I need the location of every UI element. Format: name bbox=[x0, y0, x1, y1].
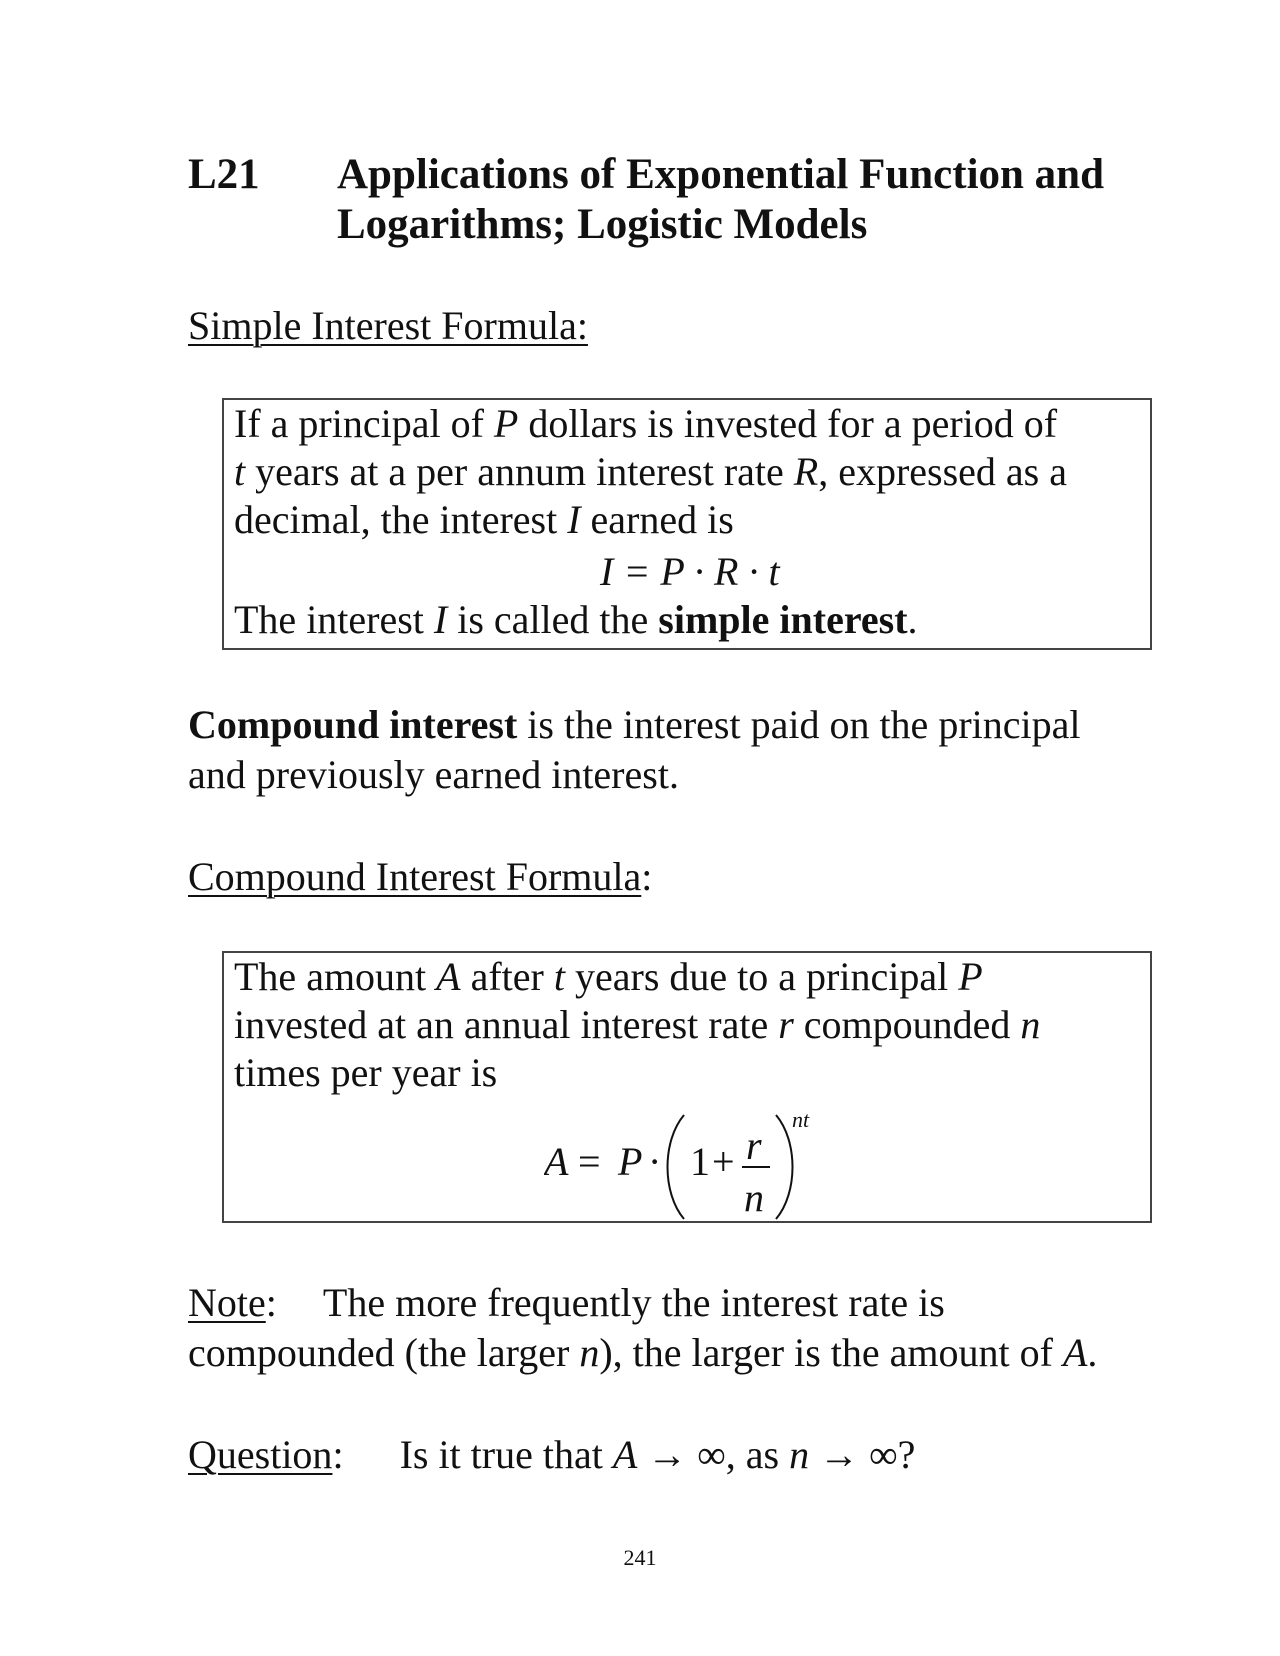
formula-numerator: r bbox=[746, 1123, 762, 1168]
page-title bbox=[337, 150, 1104, 250]
question-line: Question: Is it true that A → ∞, as n → ∞? bbox=[188, 1432, 916, 1477]
formula-denominator: n bbox=[744, 1175, 764, 1220]
title-line-2: Logarithms; Logistic Models bbox=[337, 201, 868, 248]
formula-plus: + bbox=[712, 1139, 735, 1184]
compound-box-line-2: invested at an annual interest rate r compounded n bbox=[234, 1002, 1041, 1047]
formula-P: P bbox=[618, 1139, 643, 1184]
formula-equals: = bbox=[578, 1139, 601, 1184]
compound-box-line-3: times per year is bbox=[234, 1050, 498, 1095]
compound-definition-line-1: Compound interest is the interest paid on the principal bbox=[188, 702, 1081, 747]
note-line-2: compounded (the larger n), the larger is the amount of A. bbox=[188, 1330, 1098, 1375]
left-paren bbox=[668, 1115, 685, 1219]
simple-box-line-1: If a principal of P dollars is invested for a period of bbox=[234, 401, 1058, 446]
compound-interest-box bbox=[222, 951, 1152, 1223]
compound-box-line-1: The amount A after t years due to a principal P bbox=[234, 954, 983, 999]
formula-one: 1 bbox=[690, 1139, 710, 1184]
page-number: 241 bbox=[623, 1545, 657, 1570]
simple-box-line-5: The interest I is called the simple interest. bbox=[234, 597, 918, 642]
formula-dot: · bbox=[648, 1139, 662, 1184]
simple-interest-heading: Simple Interest Formula: bbox=[188, 303, 588, 348]
right-paren bbox=[776, 1115, 793, 1219]
simple-box-line-3: decimal, the interest I earned is bbox=[234, 497, 734, 542]
formula-exponent: nt bbox=[792, 1107, 810, 1132]
note-line-1: Note: The more frequently the interest rate is bbox=[188, 1280, 945, 1325]
simple-box-line-2: t years at a per annum interest rate R, expressed as a bbox=[234, 449, 1067, 494]
simple-interest-box bbox=[222, 398, 1152, 650]
compound-definition-line-2: and previously earned interest. bbox=[188, 752, 679, 797]
title-line-1: Applications of Exponential Function and bbox=[337, 151, 1105, 198]
lesson-number: L21 bbox=[188, 151, 260, 198]
formula-A: A bbox=[544, 1139, 569, 1184]
compound-interest-formula bbox=[544, 1101, 864, 1221]
compound-interest-heading: Compound Interest Formula: bbox=[188, 854, 653, 899]
simple-interest-formula: I = P · R · t bbox=[600, 549, 780, 594]
